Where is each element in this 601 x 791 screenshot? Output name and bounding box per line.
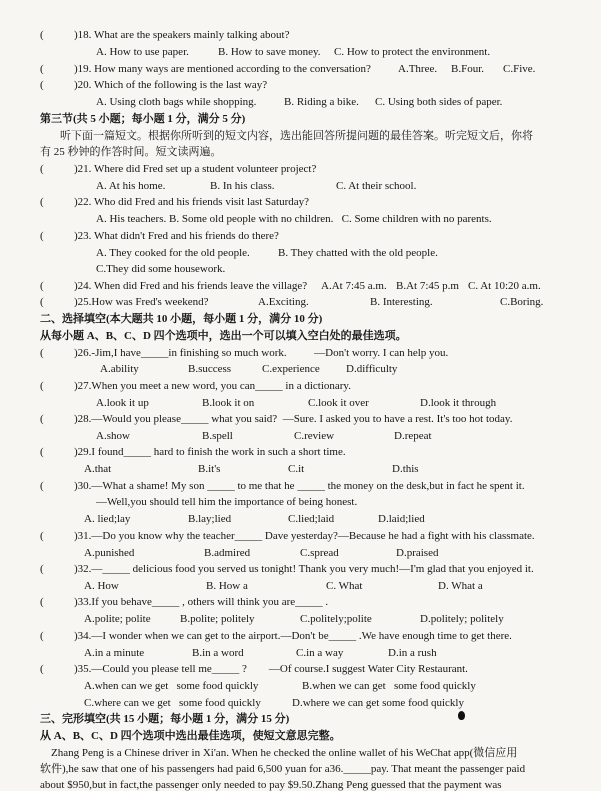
section-header: 第三节(共 5 小题；每小题 1 分，满分 5 分) <box>40 113 246 125</box>
q34-option-c: C.in a way <box>296 647 344 659</box>
question-22-stem: )22. Who did Fred and his friends visit last Saturday? <box>74 196 310 208</box>
q19-option-a: A.Three. <box>398 63 438 75</box>
q24-option-a: A.At 7:45 a.m. <box>321 280 387 292</box>
q20-option-a: A. Using cloth bags while shopping. <box>96 96 257 108</box>
q24-option-b: B.At 7:45 p.m <box>396 280 459 292</box>
q18-option-a: A. How to use paper. <box>96 46 189 58</box>
q27-option-d: D.look it through <box>420 397 497 409</box>
q34-option-b: B.in a word <box>192 647 244 659</box>
section-header: 三、完形填空(共 15 小题；每小题 1 分，满分 15 分) <box>40 713 290 725</box>
q32-option-c: C. What <box>326 580 363 592</box>
section-instruction: 从 A、B、C、D 四个选项中选出最佳选项，使短文意思完整。 <box>40 730 341 742</box>
answer-paren: ( <box>40 230 44 242</box>
passage-line: 软件),he saw that one of his passengers had paid 6,500 yuan for a36._____pay. That meant the passenger paid <box>40 763 526 775</box>
question-30-stem: )30.—What a shame! My son _____ to me that he _____ the money on the desk,but in fact he spent it. <box>74 480 525 492</box>
question-24-stem: )24. When did Fred and his friends leave the village? <box>74 280 308 292</box>
q28-option-a: A.show <box>96 430 130 442</box>
q30-option-d: D.laid;lied <box>378 513 425 525</box>
answer-paren: ( <box>40 79 44 91</box>
answer-paren: ( <box>40 596 44 608</box>
passage-line: about $950,but in fact,the passenger only needed to pay $9.50.Zhang Peng guessed that the payment was <box>40 779 502 791</box>
question-26-stem: )26.-Jim,I have_____in finishing so much work. —Don't worry. I can help you. <box>74 347 449 359</box>
section-instruction: 有 25 秒钟的作答时间。短文读两遍。 <box>40 146 222 158</box>
q23-option-b: B. They chatted with the old people. <box>278 247 438 259</box>
q28-option-c: C.review <box>294 430 335 442</box>
q29-option-a: A.that <box>84 463 112 475</box>
q29-option-b: B.it's <box>198 463 221 475</box>
q30-option-a: A. lied;lay <box>84 513 131 525</box>
q27-option-a: A.look it up <box>96 397 149 409</box>
q27-option-c: C.look it over <box>308 397 369 409</box>
question-32-stem: )32.—_____ delicious food you served us tonight! Thank you very much!—I'm glad that you enjoyed it. <box>74 563 534 575</box>
question-35-stem: )35.—Could you please tell me_____ ? —Of course.I suggest Water City Restaurant. <box>74 663 468 675</box>
q27-option-b: B.look it on <box>202 397 255 409</box>
q32-option-a: A. How <box>84 580 119 592</box>
answer-paren: ( <box>40 29 44 41</box>
q33-option-c: C.politely;polite <box>300 613 372 625</box>
q21-option-b: B. In his class. <box>210 180 275 192</box>
question-23-stem: )23. What didn't Fred and his friends do there? <box>74 230 279 242</box>
answer-paren: ( <box>40 63 44 75</box>
q32-option-d: D. What a <box>438 580 483 592</box>
answer-paren: ( <box>40 480 44 492</box>
q35-option-a: A.when can we get some food quickly <box>84 680 259 692</box>
answer-paren: ( <box>40 563 44 575</box>
ink-spot <box>458 711 465 720</box>
q33-option-b: B.polite; politely <box>180 613 255 625</box>
q34-option-d: D.in a rush <box>388 647 437 659</box>
q29-option-d: D.this <box>392 463 419 475</box>
answer-paren: ( <box>40 663 44 675</box>
q29-option-c: C.it <box>288 463 305 475</box>
q19-option-c: C.Five. <box>503 63 536 75</box>
q20-option-c: C. Using both sides of paper. <box>375 96 503 108</box>
q35-option-b: B.when we can get some food quickly <box>302 680 476 692</box>
q18-option-c: C. How to protect the environment. <box>334 46 491 58</box>
q31-option-d: D.praised <box>396 547 439 559</box>
q31-option-b: B.admired <box>204 547 251 559</box>
question-18-stem: )18. What are the speakers mainly talking about? <box>74 29 290 41</box>
q26-option-b: B.success <box>188 363 232 375</box>
question-25-stem: )25.How was Fred's weekend? <box>74 296 209 308</box>
q19-option-b: B.Four. <box>451 63 485 75</box>
q34-option-a: A.in a minute <box>84 647 145 659</box>
passage-line: Zhang Peng is a Chinese driver in Xi'an. When he checked the online wallet of his WeChat app(微信应用 <box>40 747 518 759</box>
answer-paren: ( <box>40 630 44 642</box>
q23-option-a: A. They cooked for the old people. <box>96 247 250 259</box>
question-27-stem: )27.When you meet a new word, you can_____ in a dictionary. <box>74 380 351 392</box>
section-instruction: 听下面一篇短文。根据你所听到的短文内容，选出能回答所提问题的最佳答案。听完短文后，你将 <box>60 130 533 142</box>
q20-option-b: B. Riding a bike. <box>284 96 359 108</box>
section-header: 二、选择填空(本大题共 10 小题，每小题 1 分，满分 10 分) <box>40 313 323 325</box>
q21-option-c: C. At their school. <box>336 180 417 192</box>
answer-paren: ( <box>40 280 44 292</box>
question-19-stem: )19. How many ways are mentioned according to the conversation? <box>74 63 371 75</box>
answer-paren: ( <box>40 446 44 458</box>
q31-option-a: A.punished <box>84 547 135 559</box>
q22-options: A. His teachers. B. Some old people with no children. C. Some children with no parents. <box>96 213 492 225</box>
q30-option-b: B.lay;lied <box>188 513 232 525</box>
question-21-stem: )21. Where did Fred set up a student volunteer project? <box>74 163 317 175</box>
answer-paren: ( <box>40 296 44 308</box>
q35-option-d: D.where we can get some food quickly <box>292 697 464 709</box>
answer-paren: ( <box>40 413 44 425</box>
q26-option-c: C.experience <box>262 363 320 375</box>
q18-option-b: B. How to save money. <box>218 46 321 58</box>
answer-paren: ( <box>40 380 44 392</box>
answer-paren: ( <box>40 163 44 175</box>
answer-paren: ( <box>40 196 44 208</box>
q25-option-b: B. Interesting. <box>370 296 433 308</box>
answer-paren: ( <box>40 530 44 542</box>
q25-option-c: C.Boring. <box>500 296 544 308</box>
question-34-stem: )34.—I wonder when we can get to the airport.—Don't be_____ .We have enough time to get there. <box>74 630 512 642</box>
q35-option-c: C.where can we get some food quickly <box>84 697 261 709</box>
question-31-stem: )31.—Do you know why the teacher_____ Dave yesterday?—Because he had a fight with his classmate. <box>74 530 535 542</box>
q21-option-a: A. At his home. <box>96 180 166 192</box>
question-33-stem: )33.If you behave_____ , others will think you are_____ . <box>74 596 329 608</box>
q28-option-b: B.spell <box>202 430 233 442</box>
question-28-stem: )28.—Would you please_____ what you said? —Sure. I asked you to have a rest. It's too hot today. <box>74 413 513 425</box>
q24-option-c: C. At 10:20 a.m. <box>468 280 541 292</box>
section-instruction: 从每小题 A、B、C、D 四个选项中，选出一个可以填入空白处的最佳选项。 <box>40 330 407 342</box>
q32-option-b: B. How a <box>206 580 248 592</box>
q33-option-a: A.polite; polite <box>84 613 151 625</box>
q26-option-d: D.difficulty <box>346 363 398 375</box>
q26-option-a: A.ability <box>100 363 139 375</box>
question-29-stem: )29.I found_____ hard to finish the work in such a short time. <box>74 446 346 458</box>
q25-option-a: A.Exciting. <box>258 296 309 308</box>
q33-option-d: D.politely; politely <box>420 613 504 625</box>
q30-option-c: C.lied;laid <box>288 513 335 525</box>
answer-paren: ( <box>40 347 44 359</box>
q31-option-c: C.spread <box>300 547 339 559</box>
question-20-stem: )20. Which of the following is the last way? <box>74 79 268 91</box>
question-30-stem-continued: —Well,you should tell him the importance of being honest. <box>96 496 358 508</box>
q28-option-d: D.repeat <box>394 430 432 442</box>
q23-option-c: C.They did some housework. <box>96 263 226 275</box>
